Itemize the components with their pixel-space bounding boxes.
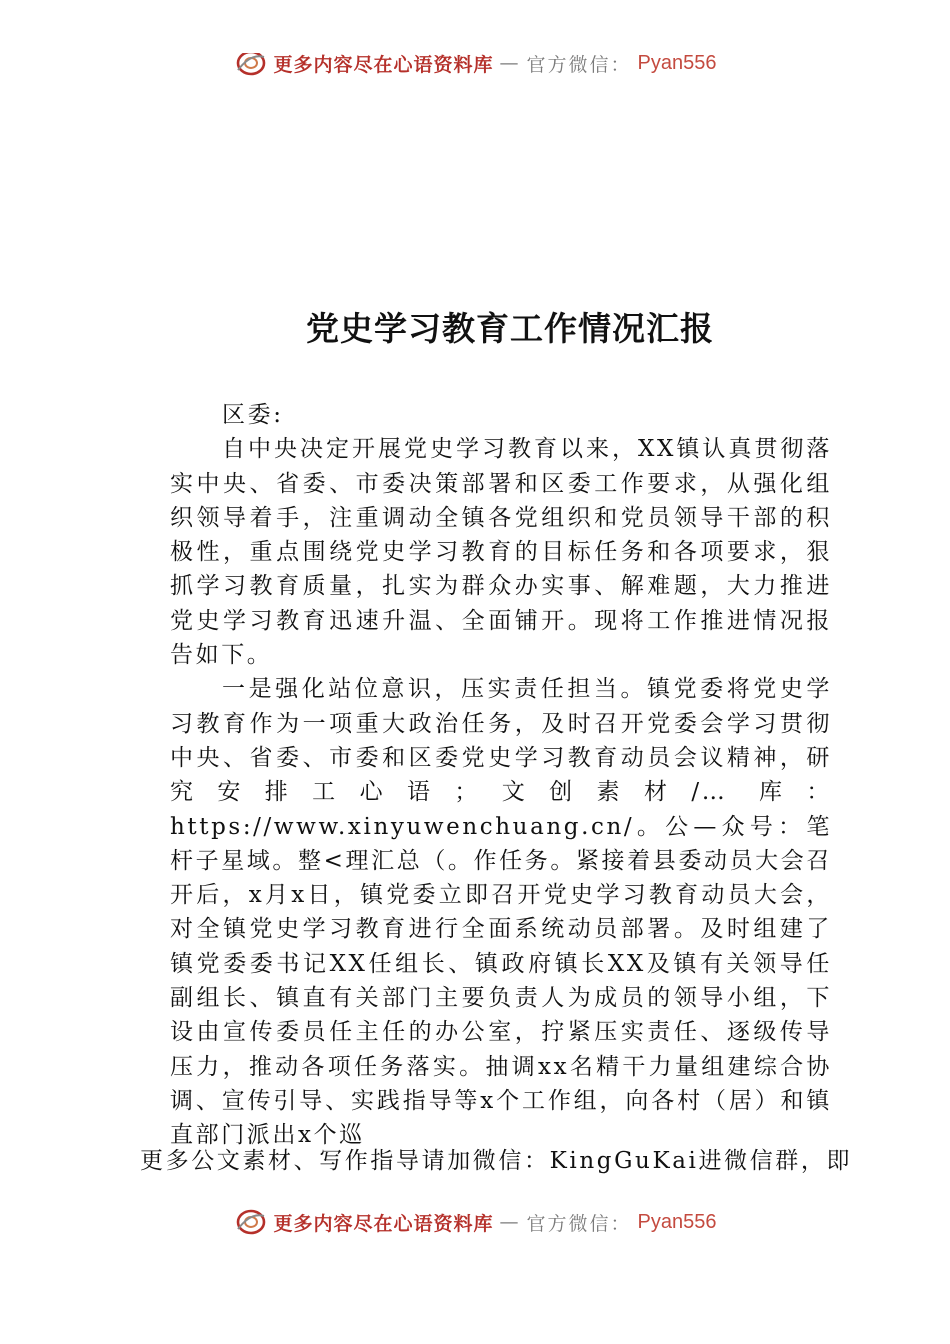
banner-dash: — — [499, 53, 521, 74]
paragraph-intro: 自中央决定开展党史学习教育以来，XX镇认真贯彻落实中央、省委、市委决策部署和区委工作要求，从强化组织领导着手，注重调动全镇各党组织和党员领导干部的积极性，重点围绕党史学习教育的目标任务和各项要求，狠抓学习教育质量，扎实为群众办实事、解难题，大力推进党史学习教育迅速升温、全面铺开。现将工作推进情况报告如下。 — [170, 436, 832, 669]
footer-note: 更多公文素材、写作指导请加微信：KingGuKai进微信群，即 — [140, 1148, 853, 1174]
swirl-logo-icon — [234, 1207, 268, 1237]
banner-dash: — — [499, 1211, 521, 1233]
banner-wechat-label: 官方微信： — [526, 1212, 632, 1235]
swirl-logo-icon — [234, 53, 268, 78]
document-body — [170, 398, 832, 1153]
document-title: 党史学习教育工作情况汇报 — [306, 309, 714, 348]
salutation: 区委: — [222, 402, 284, 428]
banner-site-text: 更多内容尽在心语资料库 — [273, 53, 494, 76]
paragraph-section-one: 一是强化站位意识，压实责任担当。镇党委将党史学习教育作为一项重大政治任务，及时召开党委会学习贯彻中央、省委、市委和区委党史学习教育动员会议精神，研究安排工心语；文创素材/… 库：https://www.xinyuwenchuang.cn/。公—众号：笔杆子星域。整<理汇总（。作任务。紧接着县委动员大会召开后，x月x日，镇党委立即召开党史学习教育动员大会，对全镇党史学习教育进行全面系统动员部署。及时组建了镇党委委书记XX任组长、镇政府镇长XX及镇有关领导任副组长、镇直有关部门主要负责人为成员的领导小组，下设由宣传委员任主任的办公室，拧紧压实责任、逐级传导压力，推动各项任务落实。抽调xx名精干力量组建综合协调、宣传引导、实践指导等x个工作组，向各村（居）和镇直部门派出x个巡 — [170, 676, 832, 1149]
banner-site-text: 更多内容尽在心语资料库 — [273, 1212, 494, 1235]
banner-wechat-id: Pyan556 — [637, 53, 717, 74]
header-watermark-banner — [0, 53, 950, 87]
banner-wechat-label: 官方微信： — [526, 53, 632, 76]
banner-wechat-id: Pyan556 — [637, 1210, 717, 1233]
footer-watermark-banner — [0, 1205, 950, 1239]
